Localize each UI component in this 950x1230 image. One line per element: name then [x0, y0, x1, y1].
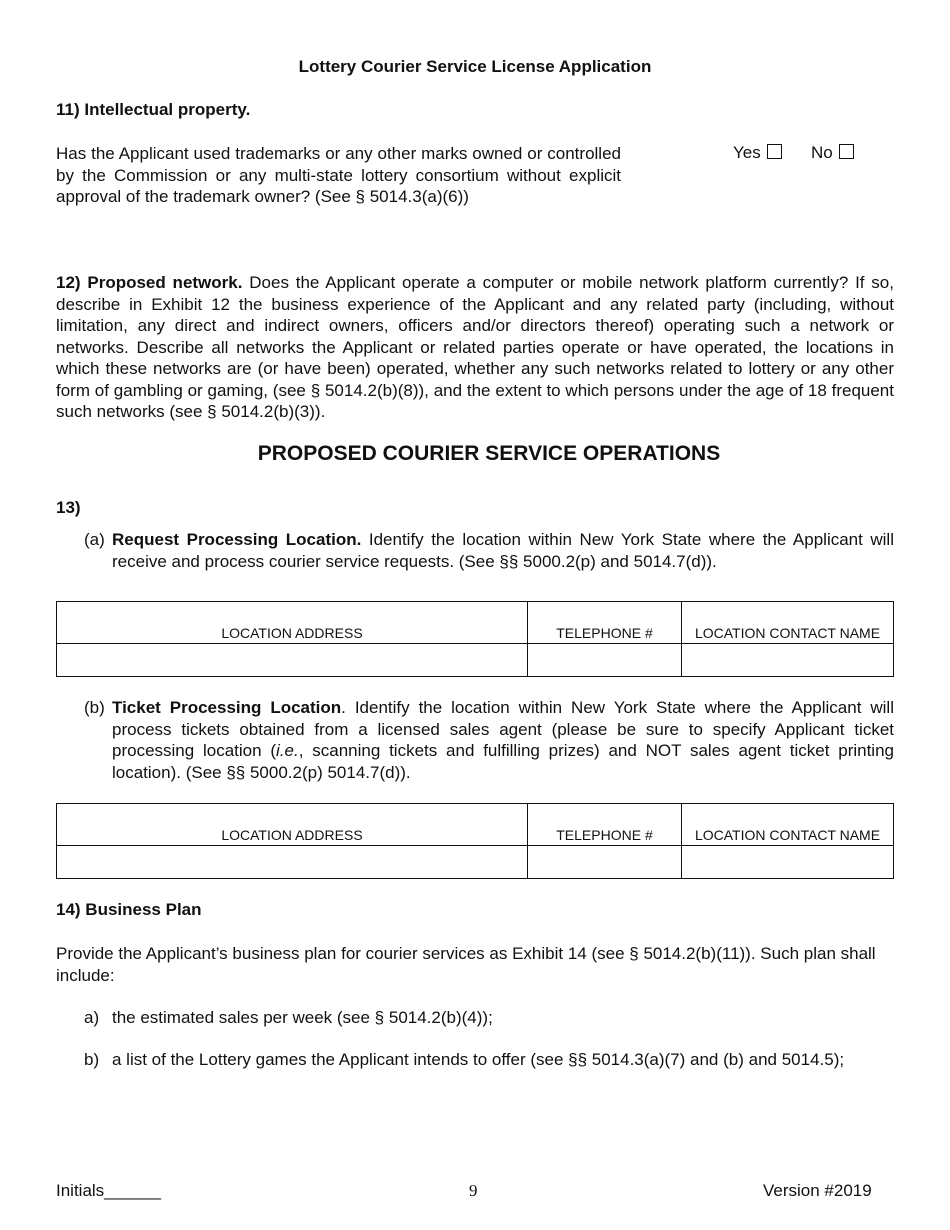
section-12-paragraph: [56, 272, 894, 423]
section-11-heading: 11) Intellectual property.: [56, 100, 251, 119]
location-contact-name-header: LOCATION CONTACT NAME: [682, 804, 894, 846]
location-contact-name-cell[interactable]: [682, 644, 894, 677]
location-address-cell[interactable]: [57, 846, 528, 879]
list-item-label: a): [84, 1008, 100, 1027]
no-checkbox[interactable]: [839, 144, 854, 159]
yes-checkbox[interactable]: [767, 144, 782, 159]
list-item-text: the estimated sales per week (see § 5014.2(b)(4));: [112, 1008, 493, 1027]
page-number: 9: [469, 1181, 478, 1200]
no-option[interactable]: [811, 143, 854, 163]
location-contact-name-header: LOCATION CONTACT NAME: [682, 602, 894, 644]
section-11-question: Has the Applicant used trademarks or any other marks owned or controlled by the Commission or any multi-state lottery consortium without explicit approval of the trademark owner? (See § 5014.3(a)(6)): [56, 144, 621, 206]
section-13b: [84, 697, 894, 783]
location-address-cell[interactable]: [57, 644, 528, 677]
version-label: Version #2019: [763, 1181, 872, 1200]
document-title: Lottery Courier Service License Application: [298, 57, 652, 76]
yes-option[interactable]: [733, 143, 782, 163]
telephone-header: TELEPHONE #: [528, 602, 682, 644]
section-13b-text-1: . Identify the location within New York State where the Applicant will process tickets obtained from a licensed sales agent (please be sure to specify Applicant ticket processing location (: [112, 698, 894, 760]
telephone-cell[interactable]: [528, 846, 682, 879]
request-location-table: [56, 601, 894, 677]
ticket-location-table: [56, 803, 894, 879]
initials-field[interactable]: Initials______: [56, 1181, 161, 1200]
telephone-cell[interactable]: [528, 644, 682, 677]
list-item: [84, 1049, 894, 1071]
location-contact-name-cell[interactable]: [682, 846, 894, 879]
section-13a-title: Request Processing Location.: [112, 530, 362, 549]
section-13b-label: (b): [84, 698, 105, 717]
section-14-intro: Provide the Applicant’s business plan for courier services as Exhibit 14 (see § 5014.2(b)(11)). Such plan shall include:: [56, 944, 876, 985]
section-13a: [84, 529, 894, 572]
no-label: No: [811, 143, 833, 162]
section-12-text: Does the Applicant operate a computer or mobile network platform currently? If so, describe in Exhibit 12 the business experience of the Applicant and any related party (including, without limitation, any direct and indirect owners, officers and/or directors thereof) operating such a network or networks. Describe all networks the Applicant or related parties operate or have operated, the locations in which these networks are (or have been) operated, whether any such networks related to lottery or any other form of gambling or gaming, (see § 5014.2(b)(8)), and the extent to which persons under the age of 18 frequent such networks (see § 5014.2(b)(3)).: [56, 273, 894, 421]
location-address-header: LOCATION ADDRESS: [57, 602, 528, 644]
section-13-heading: 13): [56, 498, 81, 517]
list-item-label: b): [84, 1050, 100, 1069]
section-12-label: 12) Proposed network.: [56, 273, 243, 292]
yes-label: Yes: [733, 143, 761, 162]
location-address-header: LOCATION ADDRESS: [57, 804, 528, 846]
list-item: [84, 1007, 894, 1029]
telephone-header: TELEPHONE #: [528, 804, 682, 846]
list-item-text: a list of the Lottery games the Applicant intends to offer (see §§ 5014.3(a)(7) and (b) and 5014.5);: [112, 1050, 845, 1069]
section-14-heading: 14) Business Plan: [56, 900, 202, 919]
section-13b-title: Ticket Processing Location: [112, 698, 342, 717]
operations-heading: PROPOSED COURIER SERVICE OPERATIONS: [257, 442, 721, 465]
section-13a-text: Identify the location within New York State where the Applicant will receive and process courier service requests. (See §§ 5000.2(p) and 5014.7(d)).: [112, 530, 894, 571]
section-13b-italic: i.e.: [276, 741, 299, 760]
section-13a-label: (a): [84, 530, 105, 549]
section-13b-text-2: , scanning tickets and fulfilling prizes) and NOT sales agent ticket printing location). (See §§ 5000.2(p) 5014.7(d)).: [112, 741, 894, 782]
